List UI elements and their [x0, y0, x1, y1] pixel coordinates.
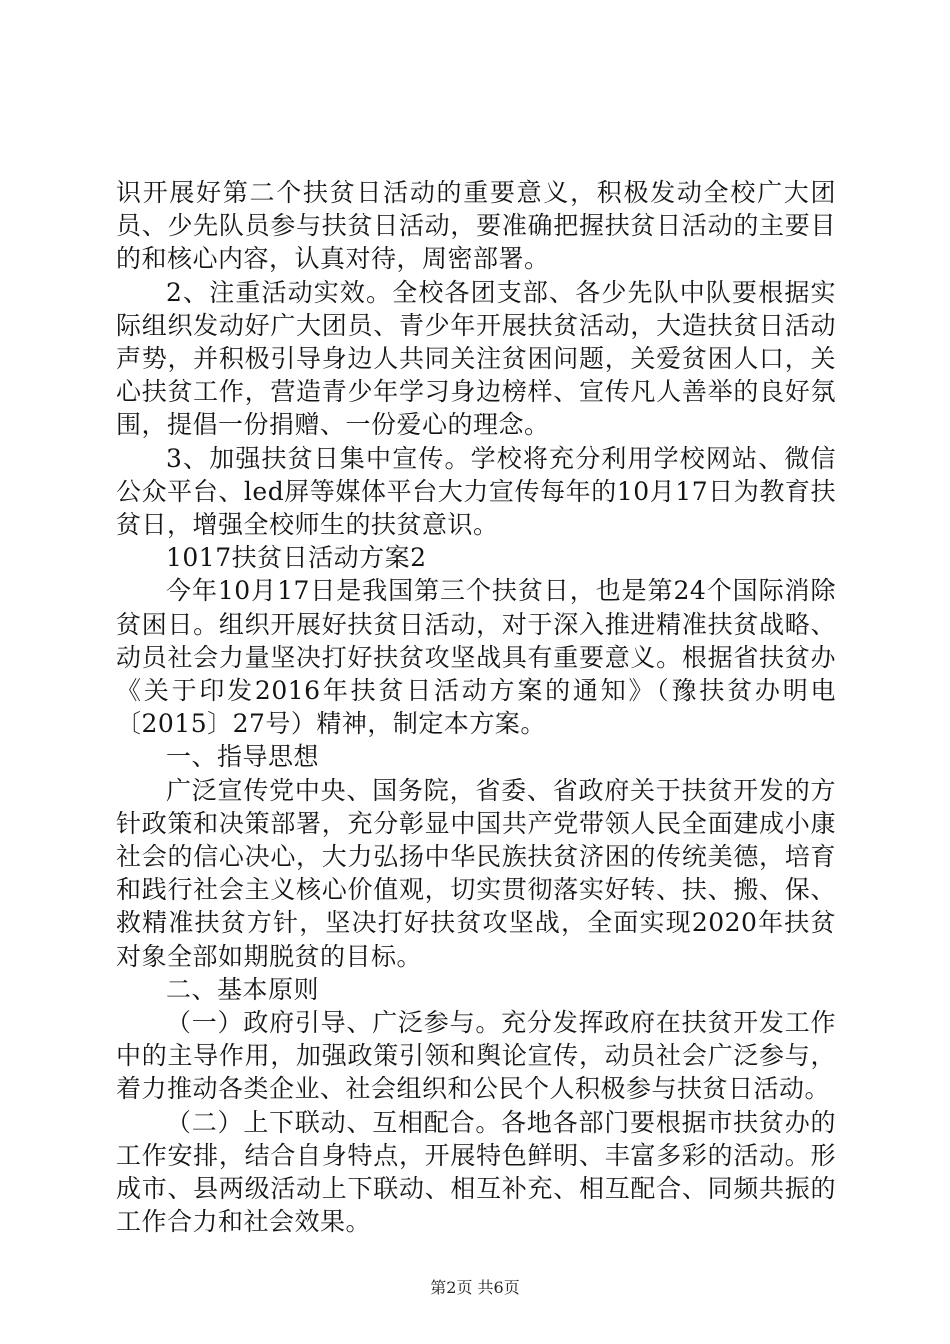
section-title-plan-2: 1017扶贫日活动方案2 [166, 543, 427, 573]
paragraph-5: 广泛宣传党中央、国务院，省委、省政府关于扶贫开发的方针政策和决策部署，充分彰显中国共产党带领人民全面建成小康社会的信心决心，大力弘扬中华民族扶贫济困的传统美德，培育和践行社会主义核心价值观，切实贯彻落实好转、扶、搬、保、救精准扶贫方针，坚决打好扶贫攻坚战，全面实现2020年扶贫对象全部如期脱贫的目标。 [116, 775, 836, 971]
heading-guiding-ideology: 一、指导思想 [166, 742, 320, 772]
heading-basic-principles: 二、基本原则 [166, 974, 320, 1004]
paragraph-2: 2、注重活动实效。全校各团支部、各少先队中队要根据实际组织发动好广大团员、青少年开展扶贫活动，大造扶贫日活动声势，并积极引导身边人共同关注贫困问题，关爱贫困人口，关心扶贫工作，营造青少年学习身边榜样、宣传凡人善举的良好氛围，提倡一份捐赠、一份爱心的理念。 [116, 277, 836, 440]
paragraph-3: 3、加强扶贫日集中宣传。学校将充分利用学校网站、微信公众平台、led屏等媒体平台大力宣传每年的10月17日为教育扶贫日，增强全校师生的扶贫意识。 [116, 443, 836, 540]
paragraph-4: 今年10月17日是我国第三个扶贫日，也是第24个国际消除贫困日。组织开展好扶贫日活动，对于深入推进精准扶贫战略、动员社会力量坚决打好扶贫攻坚战具有重要意义。根据省扶贫办《关于印发2016年扶贫日活动方案的通知》（豫扶贫办明电〔2015〕27号）精神，制定本方案。 [116, 576, 836, 739]
paragraph-6: （一）政府引导、广泛参与。充分发挥政府在扶贫开发工作中的主导作用，加强政策引领和舆论宣传，动员社会广泛参与，着力推动各类企业、社会组织和公民个人积极参与扶贫日活动。 [116, 1008, 836, 1104]
document-body [116, 176, 836, 1239]
page-number-footer: 第2页 共6页 [430, 1278, 520, 1297]
paragraph-1: 识开展好第二个扶贫日活动的重要意义，积极发动全校广大团员、少先队员参与扶贫日活动，要准确把握扶贫日活动的主要目的和核心内容，认真对待，周密部署。 [116, 178, 836, 274]
paragraph-7: （二）上下联动、互相配合。各地各部门要根据市扶贫办的工作安排，结合自身特点，开展特色鲜明、丰富多彩的活动。形成市、县两级活动上下联动、相互补充、相互配合、同频共振的工作合力和社会效果。 [116, 1107, 836, 1237]
